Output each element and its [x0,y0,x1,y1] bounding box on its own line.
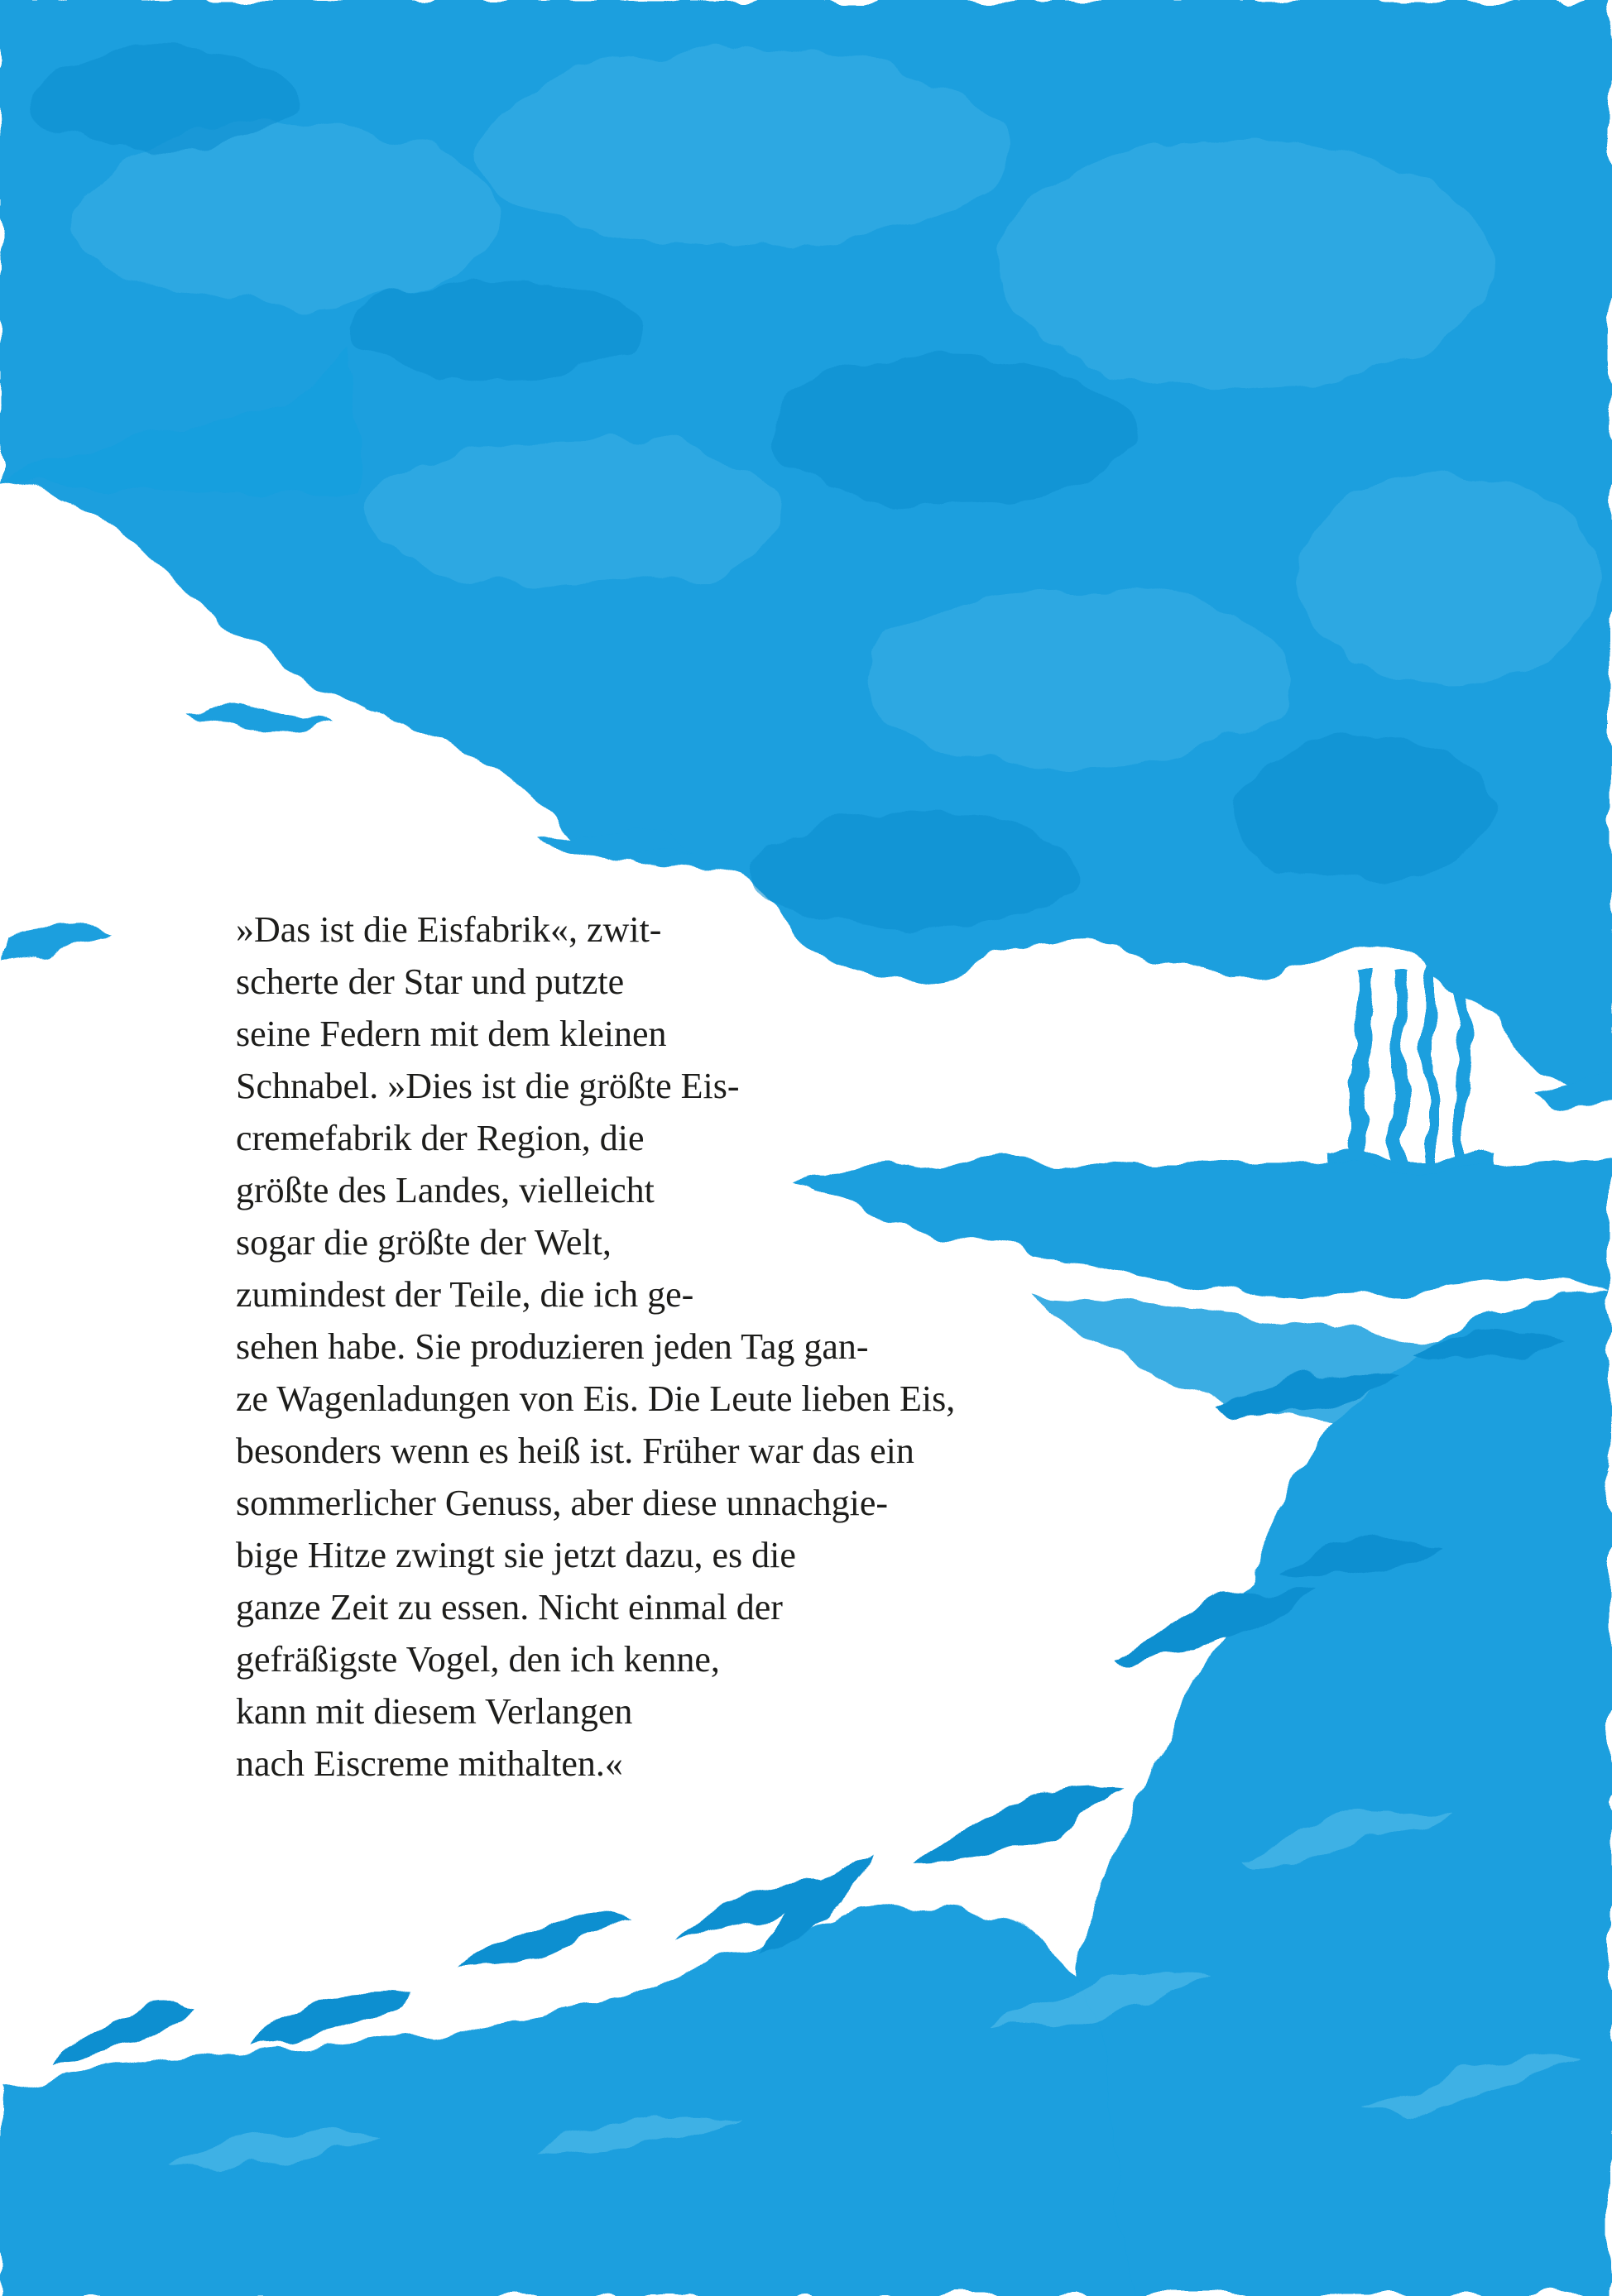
story-line-4: Schnabel. »Dies ist die größte Eis- [236,1066,740,1106]
story-line-11: besonders wenn es heiß ist. Früher war das ein [236,1431,914,1471]
story-line-8: zumindest der Teile, die ich ge- [236,1274,694,1315]
story-line-15: gefräßigste Vogel, den ich kenne, [236,1639,720,1680]
story-line-9: sehen habe. Sie produzieren jeden Tag gan- [236,1326,869,1367]
story-text [236,904,955,1790]
story-line-5: cremefabrik der Region, die [236,1118,645,1158]
story-line-12: sommerlicher Genuss, aber diese unnachgie- [236,1483,889,1523]
story-line-13: bige Hitze zwingt sie jetzt dazu, es die [236,1535,796,1575]
story-line-14: ganze Zeit zu essen. Nicht einmal der [236,1587,783,1627]
story-line-17: nach Eiscreme mithalten.« [236,1743,623,1784]
story-line-2: scherte der Star und putzte [236,961,625,1002]
story-line-6: größte des Landes, vielleicht [236,1170,655,1210]
story-line-16: kann mit diesem Verlangen [236,1691,633,1732]
story-line-1: »Das ist die Eisfabrik«, zwit- [236,909,662,950]
story-line-3: seine Federn mit dem kleinen [236,1014,667,1054]
story-line-7: sogar die größte der Welt, [236,1222,612,1263]
story-line-10: ze Wagenladungen von Eis. Die Leute lieben Eis, [236,1378,956,1419]
